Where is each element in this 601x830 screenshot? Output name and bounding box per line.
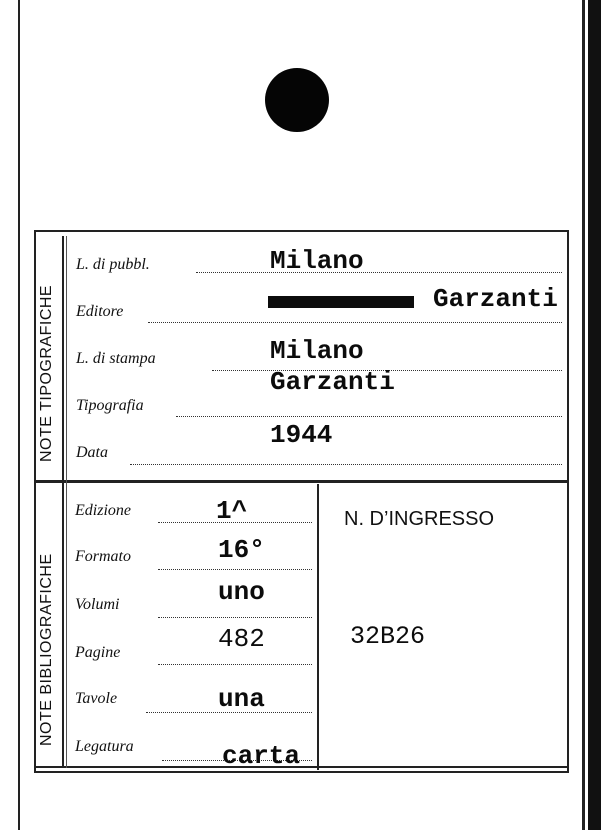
label-editore: Editore [76, 303, 124, 320]
label-luogo-pubblicazione: L. di pubbl. [76, 256, 150, 273]
value-luogo-pubblicazione: Milano [270, 246, 364, 276]
card-right-edge [582, 0, 585, 830]
section-title-tipografiche: NOTE TIPOGRAFICHE [38, 284, 55, 462]
value-legatura: carta [222, 741, 301, 771]
label-pagine: Pagine [75, 644, 121, 661]
label-tipografia: Tipografia [76, 397, 144, 414]
label-luogo-stampa: L. di stampa [76, 350, 156, 367]
ingresso-title: N. D’INGRESSO [344, 508, 495, 530]
title-column-rule [62, 236, 64, 768]
value-edizione: 1^ [216, 496, 248, 526]
title-column-rule-thin [66, 236, 67, 768]
punch-hole [265, 68, 329, 132]
label-data: Data [76, 444, 108, 461]
struck-out-text [268, 296, 414, 308]
frame-bottom-rule [34, 766, 569, 768]
ingresso-column-divider [317, 484, 319, 770]
value-pagine: 482 [218, 624, 265, 654]
card-right-shadow [588, 0, 601, 830]
label-edizione: Edizione [75, 502, 131, 519]
label-legatura: Legatura [75, 738, 134, 755]
dotted-leader [148, 322, 562, 323]
dotted-leader [176, 416, 562, 417]
label-formato: Formato [75, 548, 131, 565]
value-tavole: una [218, 684, 265, 714]
value-formato: 16° [218, 535, 265, 565]
dotted-leader [158, 664, 312, 665]
label-tavole: Tavole [75, 690, 118, 707]
value-tipografia: Garzanti [270, 367, 395, 397]
dotted-leader [158, 569, 312, 570]
card-left-edge [18, 0, 20, 830]
value-luogo-stampa: Milano [270, 336, 364, 366]
value-editore: Garzanti [433, 284, 558, 314]
label-volumi: Volumi [75, 596, 120, 613]
section-title-bibliografiche: NOTE BIBLIOGRAFICHE [38, 553, 55, 746]
ingresso-number: 32B26 [350, 622, 426, 651]
dotted-leader [196, 272, 562, 273]
value-volumi: uno [218, 577, 265, 607]
value-data: 1944 [270, 420, 333, 450]
section-divider [34, 480, 569, 483]
dotted-leader [158, 617, 312, 618]
dotted-leader [130, 464, 562, 465]
